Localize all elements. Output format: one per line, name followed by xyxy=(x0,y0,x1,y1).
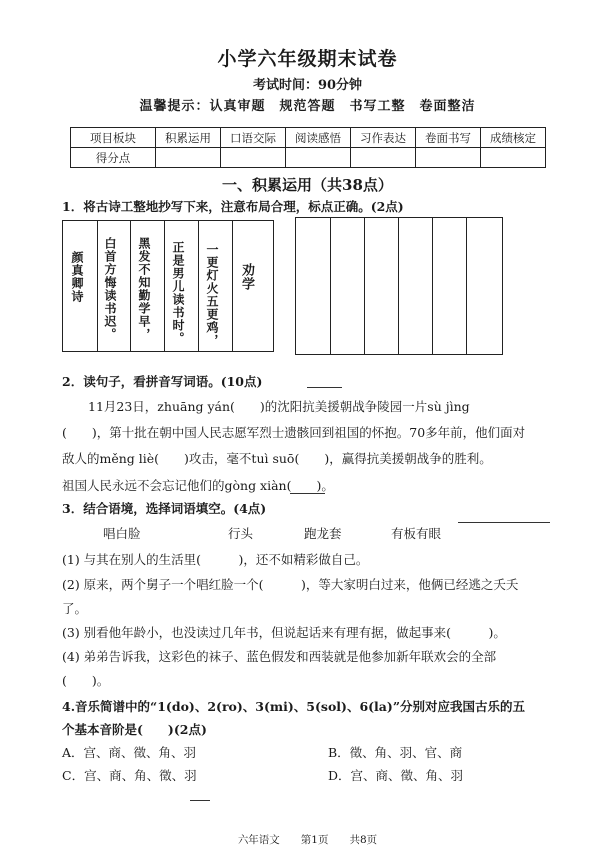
score-cell[interactable] xyxy=(481,148,546,168)
score-cell[interactable] xyxy=(286,148,351,168)
q4-text: 4.音乐简谱中的“1(do)、2(ro)、3(mi)、5(sol)、6(la)”分别对应我国古乐的五 xyxy=(62,699,526,714)
score-header: 阅读感悟 xyxy=(286,128,351,148)
poem-line: 黑发不知勤学早， xyxy=(137,237,151,341)
score-cell[interactable] xyxy=(221,148,286,168)
word-option: 行头 xyxy=(228,526,254,541)
poem-box xyxy=(62,220,274,352)
score-header: 项目板块 xyxy=(71,128,156,148)
score-cell[interactable] xyxy=(156,148,221,168)
page-footer: 六年语文 第1页 共8页 xyxy=(237,834,378,846)
q2-line: ( )，第十批在朝中国人民志愿军烈士遗骸回到祖国的怀抱。70多年前，他们面对 xyxy=(62,425,526,440)
q2-line: 敌人的měng liè( )攻击，毫不tuì suō( )，赢得抗美援朝战争的胜利。 xyxy=(62,451,492,466)
paper-title: 小学六年级期末试卷 xyxy=(217,48,398,70)
q1-text: 1．将古诗工整地抄写下来，注意布局合理，标点正确。(2点) xyxy=(62,199,404,214)
q3-sentence: (1) 与其在别人的生活里( )，还不如精彩做自己。 xyxy=(62,552,369,567)
q2-line: 祖国人民永远不会忘记他们的gòng xiàn( )。 xyxy=(62,478,334,493)
score-header: 习作表达 xyxy=(351,128,416,148)
score-header: 口语交际 xyxy=(221,128,286,148)
q3-text: 3．结合语境，选择词语填空。(4点) xyxy=(62,501,267,516)
q3-sentence: 了。 xyxy=(62,601,88,616)
q3-sentence: (4) 弟弟告诉我，这彩色的袜子、蓝色假发和西装就是他参加新年联欢会的全部 xyxy=(62,649,497,664)
q4-text: 个基本音阶是( )(2点) xyxy=(62,722,207,737)
copy-grid[interactable] xyxy=(295,217,503,355)
exam-time: 考试时间：90分钟 xyxy=(252,78,363,93)
option-b[interactable]: B．徵、角、羽、官、商 xyxy=(328,745,463,760)
word-option: 有板有眼 xyxy=(391,526,442,541)
option-c[interactable]: C．宫、商、角、徵、羽 xyxy=(62,768,197,783)
score-cell[interactable] xyxy=(416,148,481,168)
q3-sentence: (2) 原来，两个舅子一个唱红脸一个( )，等大家明白过来，他俩已经逃之夭夭 xyxy=(62,577,519,592)
score-cell[interactable] xyxy=(351,148,416,168)
score-header: 卷面书写 xyxy=(416,128,481,148)
word-option: 唱白脸 xyxy=(103,526,141,541)
tips: 温馨提示：认真审题 规范答题 书写工整 卷面整洁 xyxy=(139,99,476,114)
section-title: 一、积累运用（共38点） xyxy=(222,176,393,194)
score-row-label: 得分点 xyxy=(71,148,156,168)
poem-line: 白首方悔读书迟。 xyxy=(103,237,117,341)
option-a[interactable]: A．宫、商、徵、角、羽 xyxy=(62,745,197,760)
q2-text: 2．读句子，看拼音写词语。(10点) xyxy=(62,374,263,389)
q3-sentence: (3) 别看他年龄小，也没读过几年书，但说起话来有理有据，做起事来( )。 xyxy=(62,625,506,640)
score-header: 积累运用 xyxy=(156,128,221,148)
word-option: 跑龙套 xyxy=(304,526,342,541)
poem-line: 正是男儿读书时。 xyxy=(171,241,185,345)
score-table xyxy=(70,127,546,168)
q2-line: 11月23日，zhuāng yán( )的沈阳抗美援朝战争陵园一片sù jìng xyxy=(88,399,470,414)
q3-sentence: ( )。 xyxy=(62,673,110,688)
option-d[interactable]: D．宫、商、徵、角、羽 xyxy=(328,768,464,783)
poem-author: 颜真卿诗 xyxy=(70,251,84,303)
poem-title: 劝学 xyxy=(239,263,254,291)
score-header: 成绩核定 xyxy=(481,128,546,148)
poem-line: 一更灯火五更鸡， xyxy=(205,243,219,347)
